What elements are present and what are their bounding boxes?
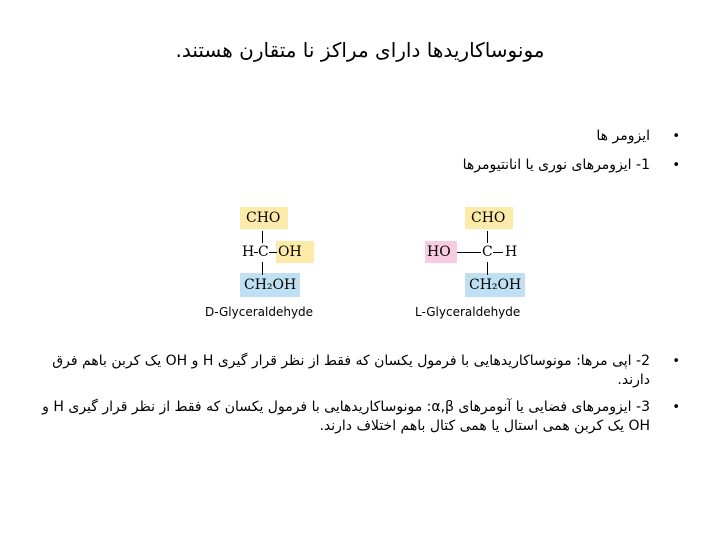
bullet-text: 1- ایزومرهای نوری یا انانتیومرها [462,157,650,173]
bullet-text: 2- اپی مرها: مونوساکاریدهایی با فرمول یکسان که فقط از نظر قرار گیری H و OH یک کربن باهم فرق دارند. [52,353,650,388]
bond-right [269,252,277,253]
bullet-text: ایزومر ها [596,128,650,144]
h-group: H [242,244,255,260]
bond-right [493,252,503,253]
bond-bottom [487,262,488,275]
bullet-text: 3- ایزومرهای فضایی یا آنومرهای α,β: مونوساکاریدهایی با فرمول یکسان که فقط از نظر قرار گیری H و OH یک کربن همی استال یا همی کتال باهم اختلاف دارند. [42,399,650,434]
carbon-center: C [482,244,493,260]
bond-bottom [262,262,263,275]
cho-group: CHO [471,210,506,226]
ho-group: HO [427,244,451,260]
slide-title: مونوساکاریدها دارای مراکز نا متقارن هستند. [175,38,545,62]
bullet-epimers [40,352,680,390]
bond-top [262,231,263,243]
bullet-list-top [40,127,680,175]
bullet-optical-isomers [40,156,680,175]
l-glyceraldehyde-structure [425,205,545,320]
bullet-dot: • [672,129,680,144]
carbon-center: C [258,244,269,260]
ch2oh-group: CH₂OH [469,277,522,293]
bullet-dot: • [672,400,680,415]
bullet-dot: • [672,354,680,369]
ch2oh-group: CH₂OH [244,277,297,293]
l-glyceraldehyde-caption: L-Glyceraldehyde [415,305,521,319]
d-glyceraldehyde-structure [240,205,360,320]
cho-group: CHO [246,210,281,226]
bullet-list-bottom [40,352,680,444]
bond-top [487,231,488,243]
bond-left [457,252,481,253]
d-glyceraldehyde-caption: D-Glyceraldehyde [205,305,314,319]
oh-group: OH [278,244,302,260]
bullet-isomers [40,127,680,146]
bullet-dot: • [672,158,680,173]
bullet-anomers [40,398,680,436]
h-group: H [505,244,518,260]
